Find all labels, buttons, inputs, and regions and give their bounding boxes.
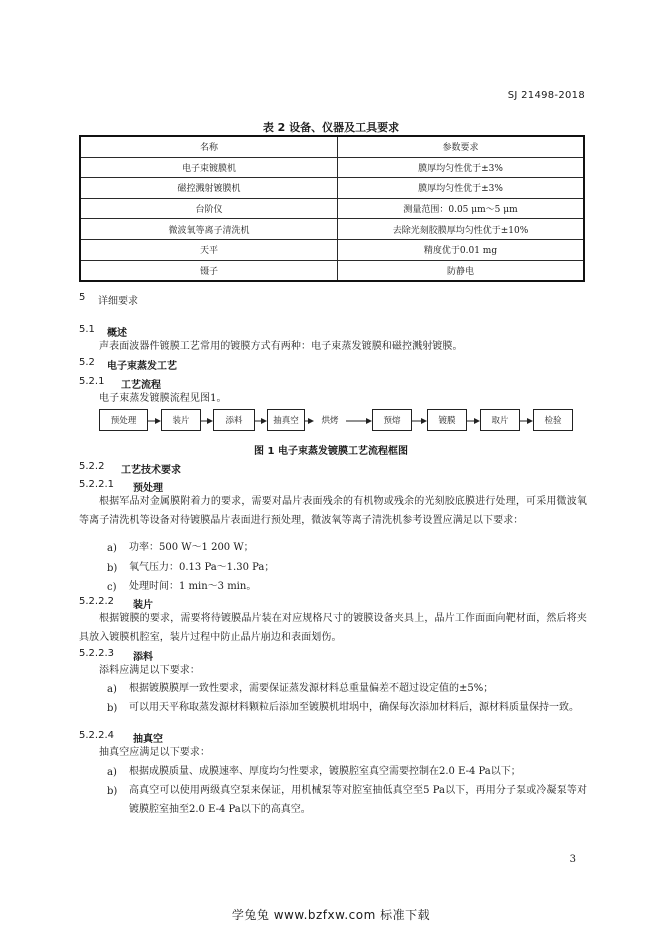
- table-row: [80, 178, 584, 199]
- table-cell: 磁控溅射镀膜机: [80, 178, 338, 199]
- figure-caption: 图 1 电子束蒸发镀膜工艺流程框图: [254, 446, 408, 457]
- flow-step-pretreat: 预处理: [99, 409, 148, 431]
- section-number: 5.1: [79, 324, 95, 335]
- column-header-name: 名称: [80, 136, 338, 157]
- section-number: 5.2.2.3: [79, 648, 114, 659]
- table-row: [80, 239, 584, 260]
- list-item: 氧气压力：0.13 Pa～1.30 Pa；: [129, 562, 275, 573]
- paragraph: 声表面波器件镀膜工艺常用的镀膜方式有两种：电子束蒸发镀膜和磁控溅射镀膜。: [99, 341, 463, 352]
- list-marker: c): [107, 582, 117, 593]
- paragraph: 根据军品对金属膜附着力的要求，需要对晶片表面残余的有机物或残余的光刻胶底膜进行处理，可采用微波氧等离子清洗机等设备对待镀膜晶片表面进行预处理，微波氧等离子清洗机参考设置应满足以下要求：: [79, 496, 587, 526]
- list-item: 根据成膜质量、成膜速率、厚度均匀性要求，镀膜腔室真空需要控制在2.0 E-4 Pa以下；: [129, 766, 521, 777]
- list-marker: a): [107, 767, 117, 778]
- list-marker: b): [107, 563, 118, 574]
- flow-step-inspect: 检验: [533, 409, 573, 431]
- list-item: 可以用天平称取蒸发源材料颗粒后添加至镀膜机坩埚中，确保每次添加材料后，源材料质量保持一致。: [129, 702, 579, 713]
- table-cell: 膜厚均匀性优于±3%: [338, 178, 585, 199]
- section-title: 工艺流程: [121, 380, 161, 391]
- standard-code: SJ 21498-2018: [507, 90, 585, 101]
- table-cell: 台阶仪: [80, 198, 338, 219]
- section-title: 预处理: [133, 483, 163, 494]
- section-number: 5.2.2.4: [79, 730, 114, 741]
- section-title: 概述: [107, 328, 127, 339]
- process-flowchart: [99, 409, 579, 433]
- footer-watermark: 学兔兔 www.bzfxw.com 标准下载: [231, 908, 431, 922]
- table-cell: 天平: [80, 239, 338, 260]
- section-title: 装片: [133, 600, 153, 611]
- flow-step-vacuum: 抽真空: [267, 409, 305, 431]
- list-marker: b): [107, 786, 118, 797]
- section-title: 详细要求: [98, 296, 138, 307]
- table-cell: 微波氧等离子清洗机: [80, 219, 338, 240]
- paragraph: 根据镀膜的要求，需要将待镀膜晶片装在对应规格尺寸的镀膜设备夹具上，晶片工作面面向靶材面，然后将夹具放入镀膜机腔室，装片过程中防止晶片崩边和表面划伤。: [79, 613, 587, 643]
- flow-step-load: 装片: [161, 409, 201, 431]
- section-number: 5.2.2.1: [79, 479, 114, 490]
- table-cell: 镊子: [80, 260, 338, 281]
- table-row: [80, 198, 584, 219]
- equipment-table: [79, 135, 585, 282]
- paragraph: 添料应满足以下要求：: [99, 665, 200, 676]
- section-number: 5.2.1: [79, 376, 105, 387]
- table-title: 表 2 设备、仪器及工具要求: [262, 121, 400, 134]
- list-item: 功率：500 W～1 200 W；: [129, 542, 254, 553]
- flow-step-add-material: 添料: [213, 409, 255, 431]
- table-header-row: [80, 136, 584, 157]
- page-number: 3: [569, 854, 576, 865]
- paragraph: 抽真空应满足以下要求：: [99, 747, 211, 758]
- paragraph: 电子束蒸发镀膜流程见图1。: [99, 393, 227, 404]
- table-row: [80, 260, 584, 281]
- flow-step-coating: 镀膜: [427, 409, 467, 431]
- table-cell: 膜厚均匀性优于±3%: [338, 157, 585, 178]
- table-cell: 去除光刻胶膜厚均匀性优于±10%: [338, 219, 585, 240]
- table-row: [80, 219, 584, 240]
- list-item: 根据镀膜膜厚一致性要求，需要保证蒸发源材料总重量偏差不超过设定值的±5%；: [129, 683, 494, 694]
- section-number: 5: [79, 292, 86, 303]
- list-item: 处理时间：1 min～3 min。: [129, 581, 257, 592]
- section-title: 工艺技术要求: [121, 465, 181, 476]
- list-item: 高真空可以使用两级真空泵来保证，用机械泵等对腔室抽低真空至5 Pa以下，再用分子泵或冷凝泵等对镀膜腔室抽至2.0 E-4 Pa以下的高真空。: [129, 785, 587, 815]
- section-number: 5.2: [79, 357, 95, 368]
- table-cell: 防静电: [338, 260, 585, 281]
- table-cell: 电子束镀膜机: [80, 157, 338, 178]
- list-marker: a): [107, 543, 117, 554]
- list-marker: b): [107, 703, 118, 714]
- flow-step-premelt: 预熔: [372, 409, 412, 431]
- list-marker: a): [107, 684, 117, 695]
- flow-step-bake: 烘烤: [314, 409, 346, 431]
- section-number: 5.2.2.2: [79, 596, 114, 607]
- table-row: [80, 157, 584, 178]
- section-title: 抽真空: [133, 734, 163, 745]
- table-cell: 精度优于0.01 mg: [338, 239, 585, 260]
- flow-step-unload: 取片: [480, 409, 520, 431]
- section-number: 5.2.2: [79, 461, 105, 472]
- section-title: 添料: [133, 652, 153, 663]
- table-cell: 测量范围：0.05 μm～5 μm: [338, 198, 585, 219]
- column-header-param: 参数要求: [338, 136, 585, 157]
- section-title: 电子束蒸发工艺: [107, 361, 177, 372]
